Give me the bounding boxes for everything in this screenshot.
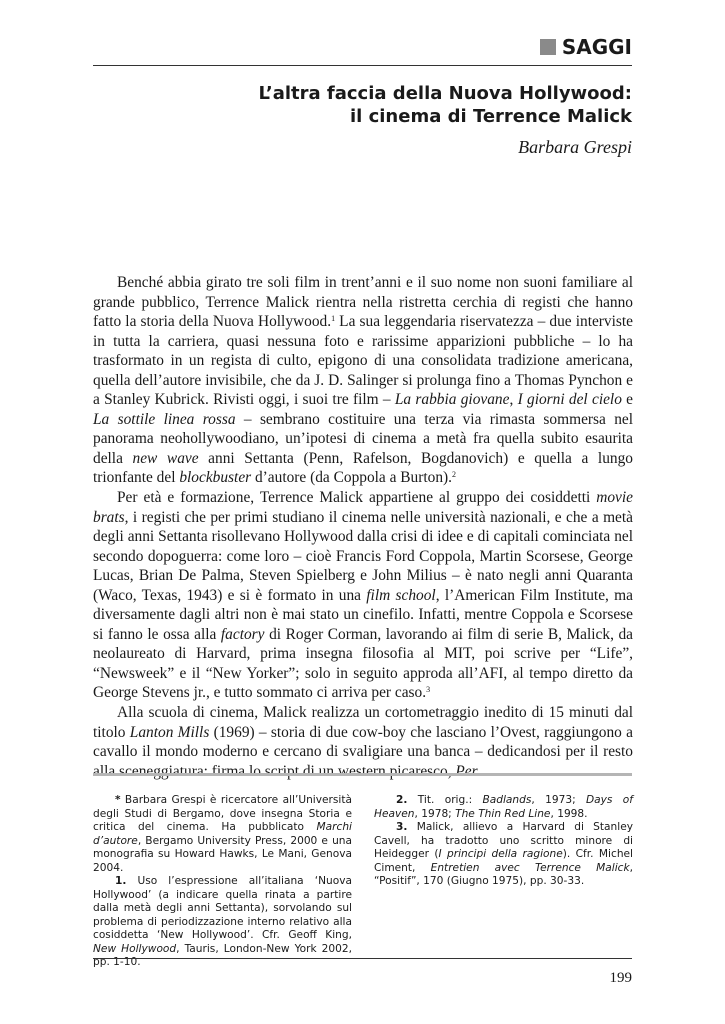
section-header [540,35,632,59]
bottom-rule [93,958,632,959]
italic-term: factory [220,625,265,643]
paragraph-2 [93,488,633,703]
film-title: Lanton Mills [129,723,210,741]
footnote-number: 2. [396,794,408,806]
text-run: – sembrano costituire una terza via rimasta sommersa nel panorama neohollywoodiano, un’ipotesi di cinema a metà fra quella subito esaurita della [93,410,634,467]
text-run: , [509,391,518,409]
title-line-2: il cinema di Terrence Malick [349,106,632,127]
section-label: SAGGI [561,35,632,59]
text-run: , “Positif”, 170 (Giugno 1975), pp. 30-33. [374,861,633,887]
film-title: La sottile linea rossa [93,410,236,428]
footnote-3 [374,821,633,889]
page-number: 199 [609,970,632,986]
section-square-icon [540,39,556,55]
footnote-author [93,794,352,875]
footnote-marker: * [115,794,121,806]
italic-term: film school [366,586,436,604]
footnote-ref-2: 2 [452,470,457,480]
text-run: Alla scuola di cinema, Malick realizza un cortometraggio inedito di 15 minuti dal titolo [93,704,633,741]
text-run: La sua leggendaria riservatezza – due interviste in tutta la carriera, quasi nessuna foto e rarissime apparizioni pubbliche – lo ha trasformato in un regista di culto, epigono di una consolidata tradizione americana, quella dell’autore invisibile, che da J. D. Salinger si prolunga fino a Thomas Pynchon e a Stanley Kubrick. Rivisti oggi, i suoi tre film – [93,313,633,409]
text-run: , 1978; [414,807,456,820]
footnote-column-left [93,794,352,970]
text-run: , 1998. [550,807,588,820]
text-run: Uso l’espressione all’italiana ‘Nuova Hollywood’ (a indicare quella rinata a partire dalla metà degli anni Settanta), sorvolando sul problema di periodizzazione interno relativo alla cosiddetta ‘New Hollywood’. Cfr. Geoff King, [93,875,352,941]
text-run: , Bergamo University Press, 2000 e una monografia su Howard Hawks, Le Mani, Genova 2004. [93,834,352,874]
film-title: I giorni del cielo [517,391,622,409]
top-rule [93,65,632,66]
footnote-ref-3: 3 [426,685,431,695]
article-author: Barbara Grespi [518,137,632,157]
text-run: Barbara Grespi è ricercatore all’Università degli Studi di Bergamo, dove insegna Storia e critica del cinema. Ha pubblicato [93,794,352,833]
text-run: e [621,391,634,409]
book-title: New Hollywood [93,942,177,955]
footnote-ref-1: 1 [331,314,336,324]
paragraph-3 [93,703,633,781]
footnote-1 [93,875,352,970]
text-run: anni Settanta (Penn, Rafelson, Bogdanovich) e quella a lungo trionfante del [93,449,633,487]
film-title: Per [455,762,478,780]
title-line-1: L’altra faccia della Nuova Hollywood: [258,83,632,104]
film-title: The Thin Red Line [455,807,551,820]
text-run: Per età e formazione, Terrence Malick appartiene al gruppo dei cosiddetti [117,489,597,507]
book-title: I principi della ragione [438,848,563,860]
footnote-number: 3. [396,821,408,833]
paragraph-1 [93,273,633,488]
italic-term: new wave [132,449,199,467]
film-title: Days of Heaven [374,794,633,820]
article-title [92,82,632,128]
text-run: , l’American Film Institute, ma diversamente dagli altri non è mai stato un cinefilo. Infatti, mentre Coppola e Scorsese si fanno le ossa alla [93,586,633,643]
text-run: , Tauris, London-New York 2002, pp. 1-10. [93,942,352,968]
film-title: Badlands [482,794,532,806]
text-run: (1969) – storia di due cow-boy che lasciano l’Ovest, raggiungono a cavallo il mondo moderno e cercano di svaligiare una banca – dedicandosi per il resto alla sceneggiatura: firma lo script di un western picaresco, [93,723,633,780]
article-body [93,273,633,781]
italic-term: blockbuster [179,469,252,487]
text-run: Benché abbia girato tre soli film in trent’anni e il suo nome non suoni familiare al grande pubblico, Terrence Malick rientra nella ristretta cerchia di registi che hanno fatto la storia della Nuova Hollywood. [93,274,633,331]
footnote-rule [93,773,632,776]
text-run: d’autore (da Coppola a Burton). [251,469,453,487]
text-run: , i registi che per primi studiano il cinema nelle università nazionali, e che a metà degli anni Settanta risollevano Hollywood dalla crisi di idee e di capitali cominciata nel secondo dopoguerra: come loro – cioè Francis Ford Coppola, Martin Scorsese, George Lucas, Brian De Palma, Steven Spielberg e John Milius – è nato negli anni Quaranta (Waco, Texas, 1943) e si è formato in una [93,508,633,604]
italic-term: movie brats [93,489,633,526]
text-run: Tit. orig.: [407,794,483,806]
text-run: Malick, allievo a Harvard di Stanley Cavell, ha tradotto uno scritto minore di Heidegger ( [374,821,633,860]
text-run: , 1973; [531,794,586,806]
article-title-ref: Entretien avec Terrence Malick [430,861,630,874]
footnotes [93,794,633,970]
text-run: ). Cfr. Michel Ciment, [374,848,633,874]
footnote-2 [374,794,633,821]
footnote-column-right [374,794,633,970]
footnote-number: 1. [115,875,127,887]
film-title: La rabbia giovane [394,391,510,409]
text-run: di Roger Corman, lavorando ai film di serie B, Malick, da neolaureato di Harvard, prima insegna filosofia al MIT, poi scrive per “Life”, “Newsweek” e il “New Yorker”; solo in seguito approda all’AFI, al tempo diretto da George Stevens jr., e tutto sommato ci arriva per caso. [93,625,634,702]
book-title: Marchi d’autore [93,821,352,847]
